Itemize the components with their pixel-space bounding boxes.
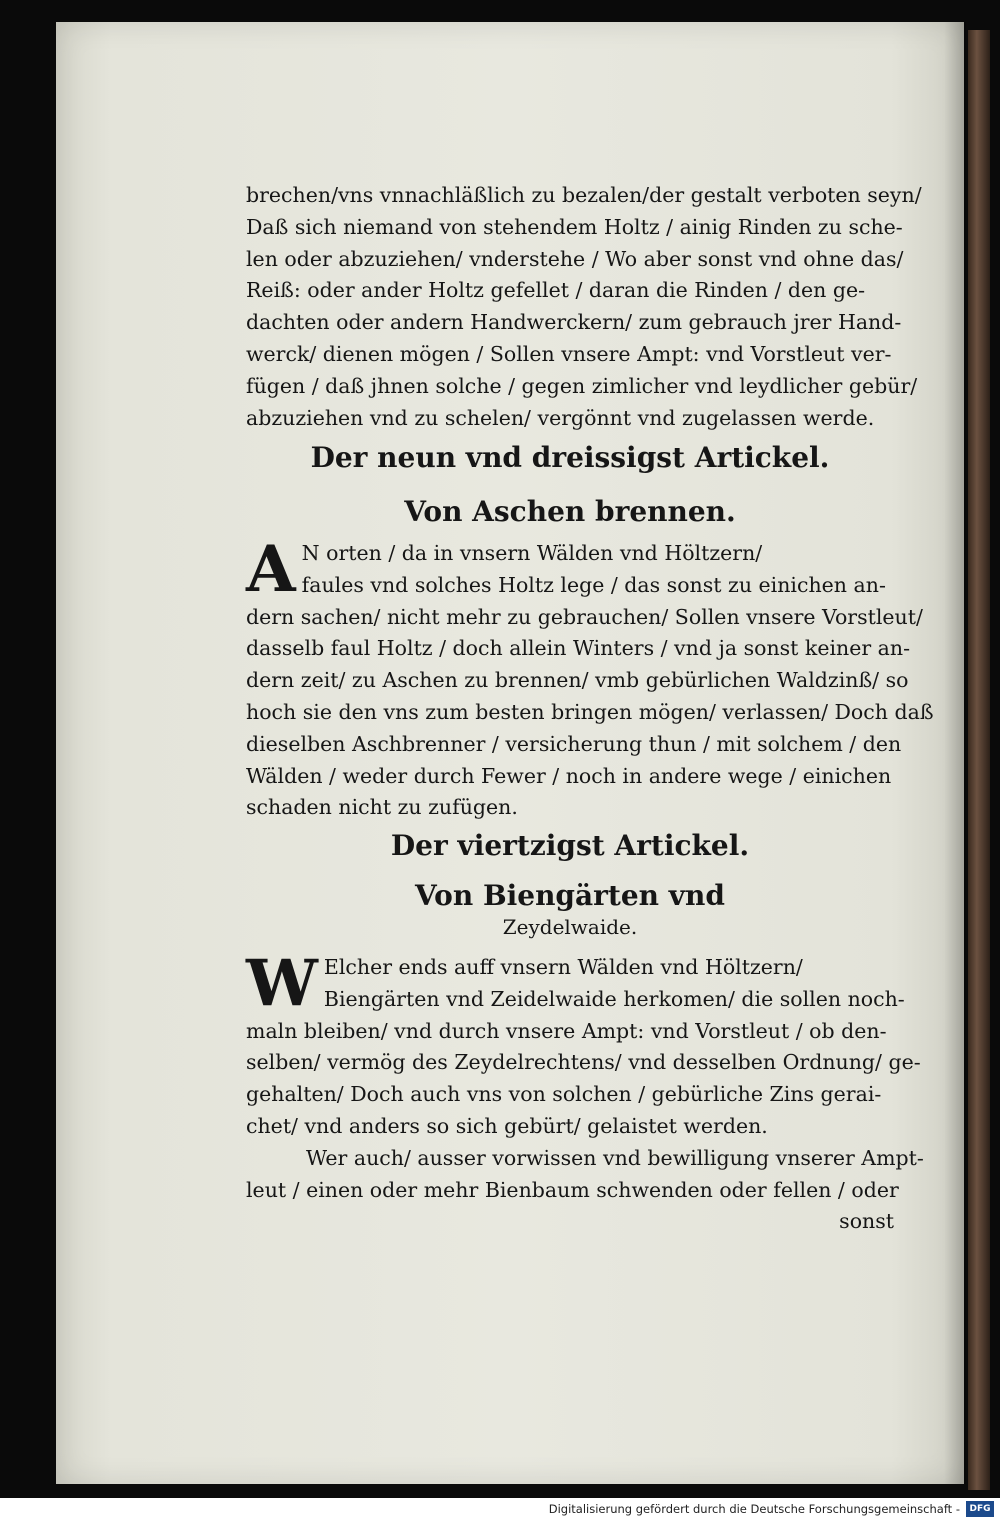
text-line: dern sachen/ nicht mehr zu gebrauchen/ Sollen vnsere Vorstleut/: [246, 604, 923, 629]
article-39-body: [246, 532, 934, 824]
text-line: Wälden / weder durch Fewer / noch in andere wege / einichen: [246, 763, 892, 788]
article-40-subtitle: Zeydelwaide.: [502, 915, 638, 939]
text-line: abzuziehen vnd zu schelen/ vergönnt vnd zugelassen werde.: [246, 405, 875, 430]
article-39-title-block: [246, 494, 894, 530]
book-edge: [968, 30, 990, 1490]
article-39-title: Von Aschen brennen.: [404, 495, 736, 528]
article-39-heading-block: [246, 440, 894, 476]
text-line: Reiß: oder ander Holtz gefellet / daran die Rinden / den ge-: [246, 278, 866, 303]
article-40-heading: Der viertzigst Artickel.: [390, 829, 750, 862]
text-line: Wer auch/ ausser vorwissen vnd bewilligung vnserer Ampt-: [306, 1145, 924, 1170]
text-line: werck/ dienen mögen / Sollen vnsere Ampt: vnd Vorstleut ver-: [246, 341, 892, 366]
page-fold-shadow: [944, 22, 966, 1484]
article-40-title: Von Biengärten vnd: [415, 879, 725, 912]
text-line: Daß sich niemand von stehendem Holtz / ainig Rinden zu sche-: [246, 214, 903, 239]
text-line: Biengärten vnd Zeidelwaide herkomen/ die sollen noch-: [323, 986, 905, 1011]
text-line: leut / einen oder mehr Bienbaum schwenden oder fellen / oder: [246, 1177, 899, 1202]
text-line: hoch sie den vns zum besten bringen mögen/ verlassen/ Doch daß: [246, 699, 934, 724]
footer-bar: [0, 1498, 1000, 1522]
text-line: dieselben Aschbrenner / versicherung thun / mit solchem / den: [246, 731, 902, 756]
text-line: dasselb faul Holtz / doch allein Winters / vnd ja sonst keiner an-: [246, 636, 911, 661]
article-40-title-block: [246, 878, 894, 940]
text-line: schaden nicht zu zufügen.: [246, 795, 518, 820]
article-40-heading-block: [246, 828, 894, 864]
text-line: maln bleiben/ vnd durch vnsere Ampt: vnd Vorstleut / ob den-: [246, 1018, 887, 1043]
catchword: sonst: [839, 1209, 894, 1234]
text-line: WElcher ends auff vnsern Wälden vnd Höltzern/: [246, 946, 803, 1021]
text-line: brechen/vns vnnachläßlich zu bezalen/der gestalt verboten seyn/: [246, 183, 922, 207]
text-line: fügen / daß jhnen solche / gegen zimlicher vnd leydlicher gebür/: [246, 373, 918, 398]
text-line: dachten oder andern Handwerckern/ zum gebrauch jrer Hand-: [246, 310, 902, 335]
text-line: dern zeit/ zu Aschen zu brennen/ vmb gebürlichen Waldzinß/ so: [246, 668, 909, 693]
dfg-logo: DFG: [966, 1501, 994, 1517]
text-line: faules vnd solches Holtz lege / das sonst zu einichen an-: [301, 572, 886, 597]
article-39-heading: Der neun vnd dreissigst Artickel.: [310, 441, 830, 474]
text-line: chet/ vnd anders so sich gebürt/ gelaistet werden.: [246, 1113, 768, 1138]
text-line: selben/ vermög des Zeydelrechtens/ vnd desselben Ordnung/ ge-: [246, 1050, 921, 1075]
continuation-paragraph: [246, 180, 922, 434]
funding-credit: Digitalisierung gefördert durch die Deutsche Forschungsgemeinschaft -: [548, 1502, 960, 1516]
text-line: gehalten/ Doch auch vns von solchen / gebürliche Zins gerai-: [246, 1082, 882, 1107]
text-line: AN orten / da in vnsern Wälden vnd Höltzern/: [246, 532, 763, 607]
article-40-body: [246, 946, 924, 1238]
text-line: len oder abzuziehen/ vnderstehe / Wo aber sonst vnd ohne das/: [246, 246, 904, 271]
